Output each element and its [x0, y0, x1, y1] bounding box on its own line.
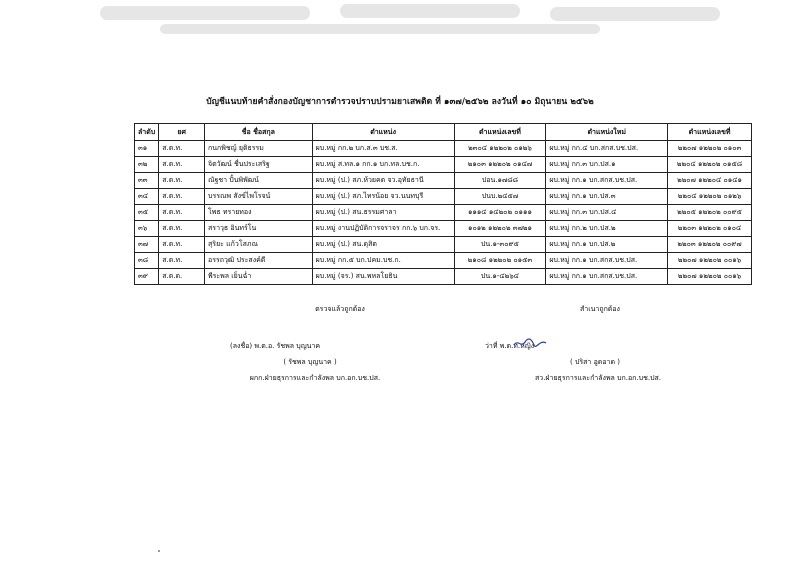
- scan-speck: [158, 550, 160, 552]
- cell-position-number: ๒๓๐๔ ๑๒๒๐๒ ๐๑๒๖: [454, 141, 546, 157]
- cell-new-position: ผบ.หมู่ กก.๑ บก.ปส.๓: [546, 189, 668, 205]
- handwritten-signature: [512, 336, 548, 350]
- table-row: [135, 189, 752, 205]
- cell-position-number: ๑๐๑๒ ๑๒๒๐๒ ๓๗๒๑: [454, 221, 546, 237]
- cell-order: ๓๕: [135, 205, 159, 221]
- cell-position: ผบ.หมู่ (ป.) สภ.ห้วยคต จว.อุทัยธานี: [312, 173, 454, 189]
- cell-new-position: ผบ.หมู่ กก.๓ บก.ปส.๑: [546, 157, 668, 173]
- cell-position-number: ๒๑๐๓ ๑๒๒๐๒ ๐๑๔๗: [454, 157, 546, 173]
- cell-name: สุริยะ แก้วโสภณ: [205, 237, 313, 253]
- left-verified-caption: ตรวจแล้วถูกต้อง: [315, 305, 365, 313]
- table-row: [135, 269, 752, 285]
- cell-new-position: ผบ.หมู่ กก.๑ บก.สกส.บช.ปส.: [546, 253, 668, 269]
- cell-order: ๓๔: [135, 189, 159, 205]
- personnel-transfer-table: [134, 123, 752, 285]
- table-row: [135, 221, 752, 237]
- cell-new-position: ผบ.หมู่ กก.๓ บก.ปส.๔: [546, 205, 668, 221]
- cell-name: อรรถวุฒิ ประสงค์ดี: [205, 253, 313, 269]
- table-row: [135, 237, 752, 253]
- cell-position-number: ๒๑๐๘ ๑๒๒๐๒ ๐๑๕๓: [454, 253, 546, 269]
- cell-new-position: ผบ.หมู่ กก.๑ บก.สกส.บช.ปส.: [546, 173, 668, 189]
- cell-new-position: ผบ.หมู่ กก.๒ บก.ปส.๒: [546, 221, 668, 237]
- header-new-position-number: ตำแหน่งเลขที่: [668, 124, 752, 141]
- left-signer-position: ผกก.ฝ่ายธุรการและกำลังพล บก.อก.บช.ปส.: [249, 374, 381, 382]
- cell-position: ผบ.หมู่ (จร.) สน.พหลโยธิน: [312, 269, 454, 285]
- cell-new-position-number: ๒๒๐๓ ๑๒๒๐๒ ๐๐๙๗: [668, 237, 752, 253]
- cell-position-number: ๑๑๑๔ ๑๔๒๐๒ ๐๑๑๑: [454, 205, 546, 221]
- cell-position: ผบ.หมู่ (ป.) สภ.ไทรน้อย จว.นนทบุรี: [312, 189, 454, 205]
- cell-name: โพธ ทรายทอง: [205, 205, 313, 221]
- header-name: ชื่อ ชื่อสกุล: [205, 124, 313, 141]
- header-position-number: ตำแหน่งเลขที่: [454, 124, 546, 141]
- cell-new-position-number: ๒๒๐๗ ๑๒๒๐๒ ๐๐๑๖: [668, 253, 752, 269]
- header-position: ตำแหน่ง: [312, 124, 454, 141]
- cell-order: ๓๙: [135, 269, 159, 285]
- cell-rank: ส.ต.ท.: [159, 173, 205, 189]
- table-header-row: [135, 124, 752, 141]
- cell-position: ผบ.หมู่ ส.ทล.๑ กก.๑ บก.ทล.บช.ก.: [312, 157, 454, 173]
- right-copy-caption: สำเนาถูกต้อง: [580, 305, 620, 313]
- cell-order: ๓๘: [135, 253, 159, 269]
- table-row: [135, 253, 752, 269]
- right-signed-line: ว่าที่ พ.ต.ท.หญิง: [485, 342, 535, 350]
- cell-new-position-number: ๒๒๐๗ ๑๒๒๐๒ ๐๐๑๖: [668, 269, 752, 285]
- cell-position: ผบ.หมู่ กก.๒ บก.ส.๓ บช.ส.: [312, 141, 454, 157]
- cell-name: พีระพล เย็นฉ่ำ: [205, 269, 313, 285]
- table-row: [135, 141, 752, 157]
- table-row: [135, 205, 752, 221]
- cell-new-position-number: ๒๒๐๔ ๑๒๒๐๒ ๐๑๕๘: [668, 157, 752, 173]
- cell-name: กนกพิชญ์ ยุติธรรม: [205, 141, 313, 157]
- header-rank: ยศ: [159, 124, 205, 141]
- cell-name: ณัฐชา ปั้นพิพัฒน์: [205, 173, 313, 189]
- show-through-header-marks: [60, 0, 750, 42]
- left-signer-name: ( รัชพล บุญนาค ): [283, 358, 337, 366]
- cell-rank: ส.ต.ท.: [159, 237, 205, 253]
- right-signer-name: ( ปริสา อูดอาด ): [570, 358, 620, 366]
- cell-position-number: ปนบ.๒๔๕๗: [454, 189, 546, 205]
- cell-new-position-number: ๒๒๐๔ ๑๒๒๐๒ ๐๑๒๖: [668, 189, 752, 205]
- cell-position: ผบ.หมู่ งานปฏิบัติการจราจร กก.๖ บก.จร.: [312, 221, 454, 237]
- cell-position: ผบ.หมู่ กก.๕ บก.ปคม.บช.ก.: [312, 253, 454, 269]
- cell-name: จิตวัฒน์ ชื่นประเสริฐ: [205, 157, 313, 173]
- cell-position-number: ปน.๑-๔๒๖๔: [454, 269, 546, 285]
- cell-new-position: ผบ.หมู่ กก.๑ บก.สกส.บช.ปส.: [546, 269, 668, 285]
- cell-order: ๓๖: [135, 221, 159, 237]
- header-order: ลำดับ: [135, 124, 159, 141]
- cell-new-position-number: ๒๒๐๗ ๑๒๒๐๔ ๐๑๔๑: [668, 173, 752, 189]
- cell-order: ๓๒: [135, 157, 159, 173]
- cell-rank: ส.ต.ท.: [159, 253, 205, 269]
- header-new-position: ตำแหน่งใหม่: [546, 124, 668, 141]
- cell-order: ๓๓: [135, 173, 159, 189]
- cell-new-position-number: ๒๒๐๓ ๑๒๒๐๒ ๐๑๐๔: [668, 221, 752, 237]
- cell-position: ผบ.หมู่ (ป.) สน.ดุสิต: [312, 237, 454, 253]
- cell-rank: ส.ต.ท.: [159, 189, 205, 205]
- cell-name: สราวุธ อินทร์โน: [205, 221, 313, 237]
- cell-position-number: ปอน.๑๗๘๘: [454, 173, 546, 189]
- document-title: บัญชีแนบท้ายคำสั่งกองบัญชาการตำรวจปราบปรามยาเสพติด ที่ ๑๓๗/๒๕๖๒ ลงวันที่ ๑๐ มิถุนายน ๒๕๖๒: [206, 97, 594, 107]
- cell-rank: ส.ต.ต.: [159, 269, 205, 285]
- cell-new-position-number: ๒๒๐๕ ๑๒๒๐๒ ๐๐๙๕: [668, 205, 752, 221]
- cell-rank: ส.ต.ท.: [159, 157, 205, 173]
- cell-order: ๓๗: [135, 237, 159, 253]
- cell-name: บรรณพ สังข์ไพโรจน์: [205, 189, 313, 205]
- cell-new-position-number: ๒๒๐๗ ๑๒๒๐๒ ๐๑๐๓: [668, 141, 752, 157]
- cell-position-number: ปน.๑-๓๐๙๕: [454, 237, 546, 253]
- cell-new-position: ผบ.หมู่ กก.๔ บก.สกส.บช.ปส.: [546, 141, 668, 157]
- table-row: [135, 157, 752, 173]
- cell-rank: ส.ต.ท.: [159, 221, 205, 237]
- cell-rank: ส.ต.ท.: [159, 141, 205, 157]
- cell-order: ๓๑: [135, 141, 159, 157]
- table-row: [135, 173, 752, 189]
- cell-rank: ส.ต.ท.: [159, 205, 205, 221]
- right-signer-position: สว.ฝ่ายธุรการและกำลังพล บก.อก.บช.ปส.: [534, 374, 662, 382]
- left-signed-line: (ลงชื่อ) พ.ต.อ. รัชพล บุญนาค: [230, 342, 321, 350]
- cell-position: ผบ.หมู่ (ป.) สน.ธรรมศาลา: [312, 205, 454, 221]
- cell-new-position: ผบ.หมู่ กก.๑ บก.ปส.๒: [546, 237, 668, 253]
